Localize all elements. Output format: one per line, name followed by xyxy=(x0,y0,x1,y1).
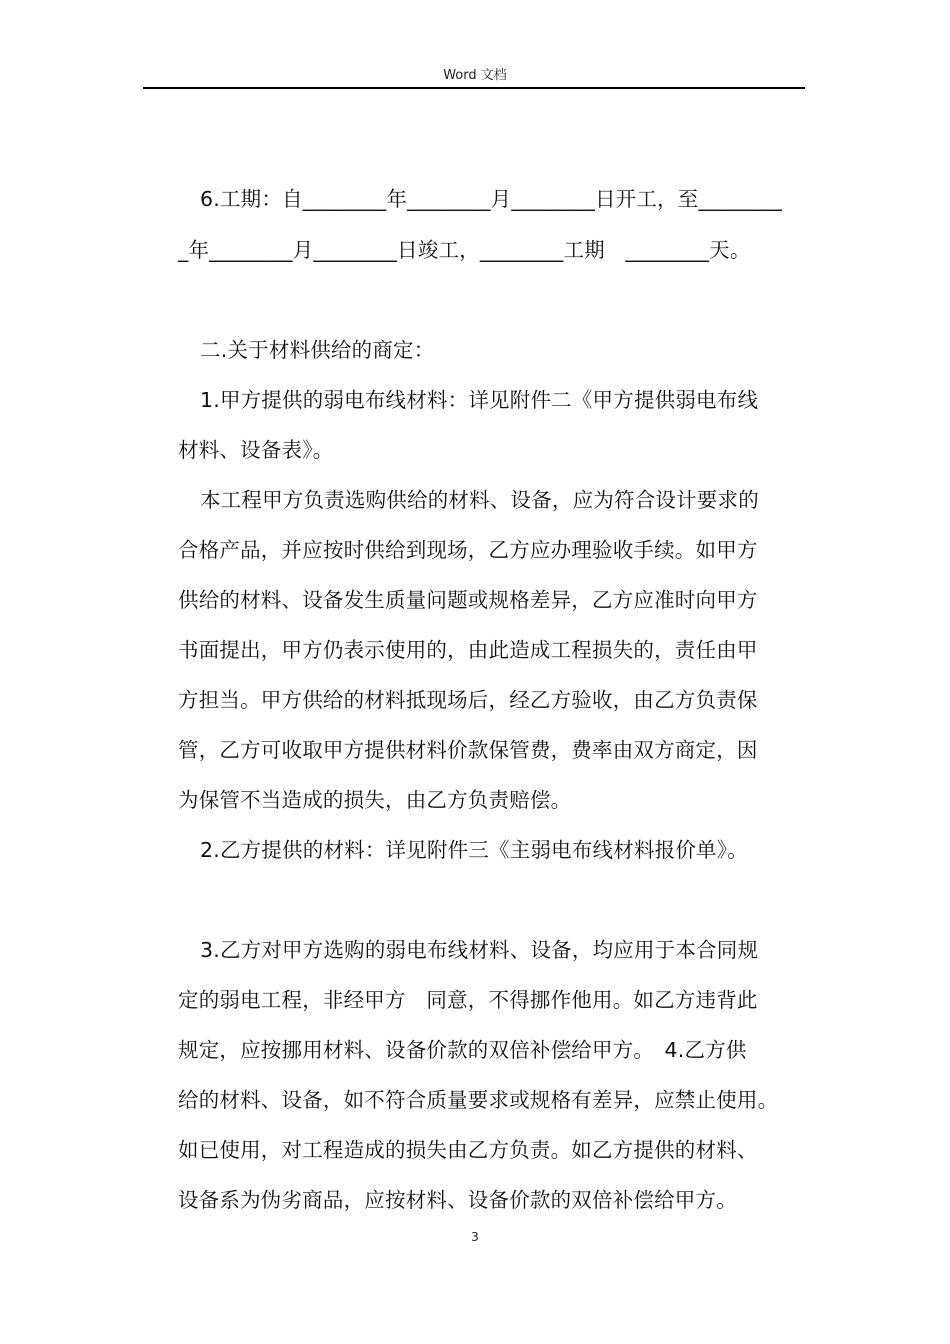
para-line-2: 合格产品，并应按时供给到现场，乙方应办理验收手续。如甲方 xyxy=(178,538,758,562)
item-3-line-3: 规定，应按挪用材料、设备价款的双倍补偿给甲方。 4.乙方供 xyxy=(178,1038,747,1062)
item-4-line-3: 设备系为伪劣商品，应按材料、设备价款的双倍补偿给甲方。 xyxy=(178,1188,737,1212)
item-1-line-1: 1.甲方提供的弱电布线材料：详见附件二《甲方提供弱电布线 xyxy=(200,388,759,412)
item-2-line: 2.乙方提供的材料：详见附件三《主弱电布线材料报价单》。 xyxy=(200,838,748,862)
item-4-line-2: 如已使用，对工程造成的损失由乙方负责。如乙方提供的材料、 xyxy=(178,1138,758,1162)
para-line-4: 书面提出，甲方仍表示使用的，由此造成工程损失的，责任由甲 xyxy=(178,638,758,662)
header-divider xyxy=(143,87,805,89)
clause-6-line-2: _年________月________日竣工，________工期 ________天。 xyxy=(178,238,751,262)
para-line-1: 本工程甲方负责选购供给的材料、设备，应为符合设计要求的 xyxy=(200,488,759,512)
para-line-7: 为保管不当造成的损失，由乙方负责赔偿。 xyxy=(178,788,572,812)
page-header-title: Word 文档 xyxy=(443,68,507,83)
section-2-heading: 二.关于材料供给的商定： xyxy=(200,338,435,362)
item-1-line-2: 材料、设备表》。 xyxy=(178,438,334,462)
clause-6-line-1: 6.工期：自________年________月________日开工，至________ xyxy=(200,187,783,211)
item-4-line-1: 给的材料、设备，如不符合质量要求或规格有差异，应禁止使用。 xyxy=(178,1088,779,1112)
item-3-line-2: 定的弱电工程，非经甲方 同意，不得挪作他用。如乙方违背此 xyxy=(178,988,758,1012)
para-line-6: 管，乙方可收取甲方提供材料价款保管费，费率由双方商定，因 xyxy=(178,738,758,762)
item-3-line-1: 3.乙方对甲方选购的弱电布线材料、设备，均应用于本合同规 xyxy=(200,938,759,962)
para-line-3: 供给的材料、设备发生质量问题或规格差异，乙方应准时向甲方 xyxy=(178,588,758,612)
page-number: 3 xyxy=(471,1230,479,1244)
para-line-5: 方担当。甲方供给的材料抵现场后，经乙方验收，由乙方负责保 xyxy=(178,688,758,712)
